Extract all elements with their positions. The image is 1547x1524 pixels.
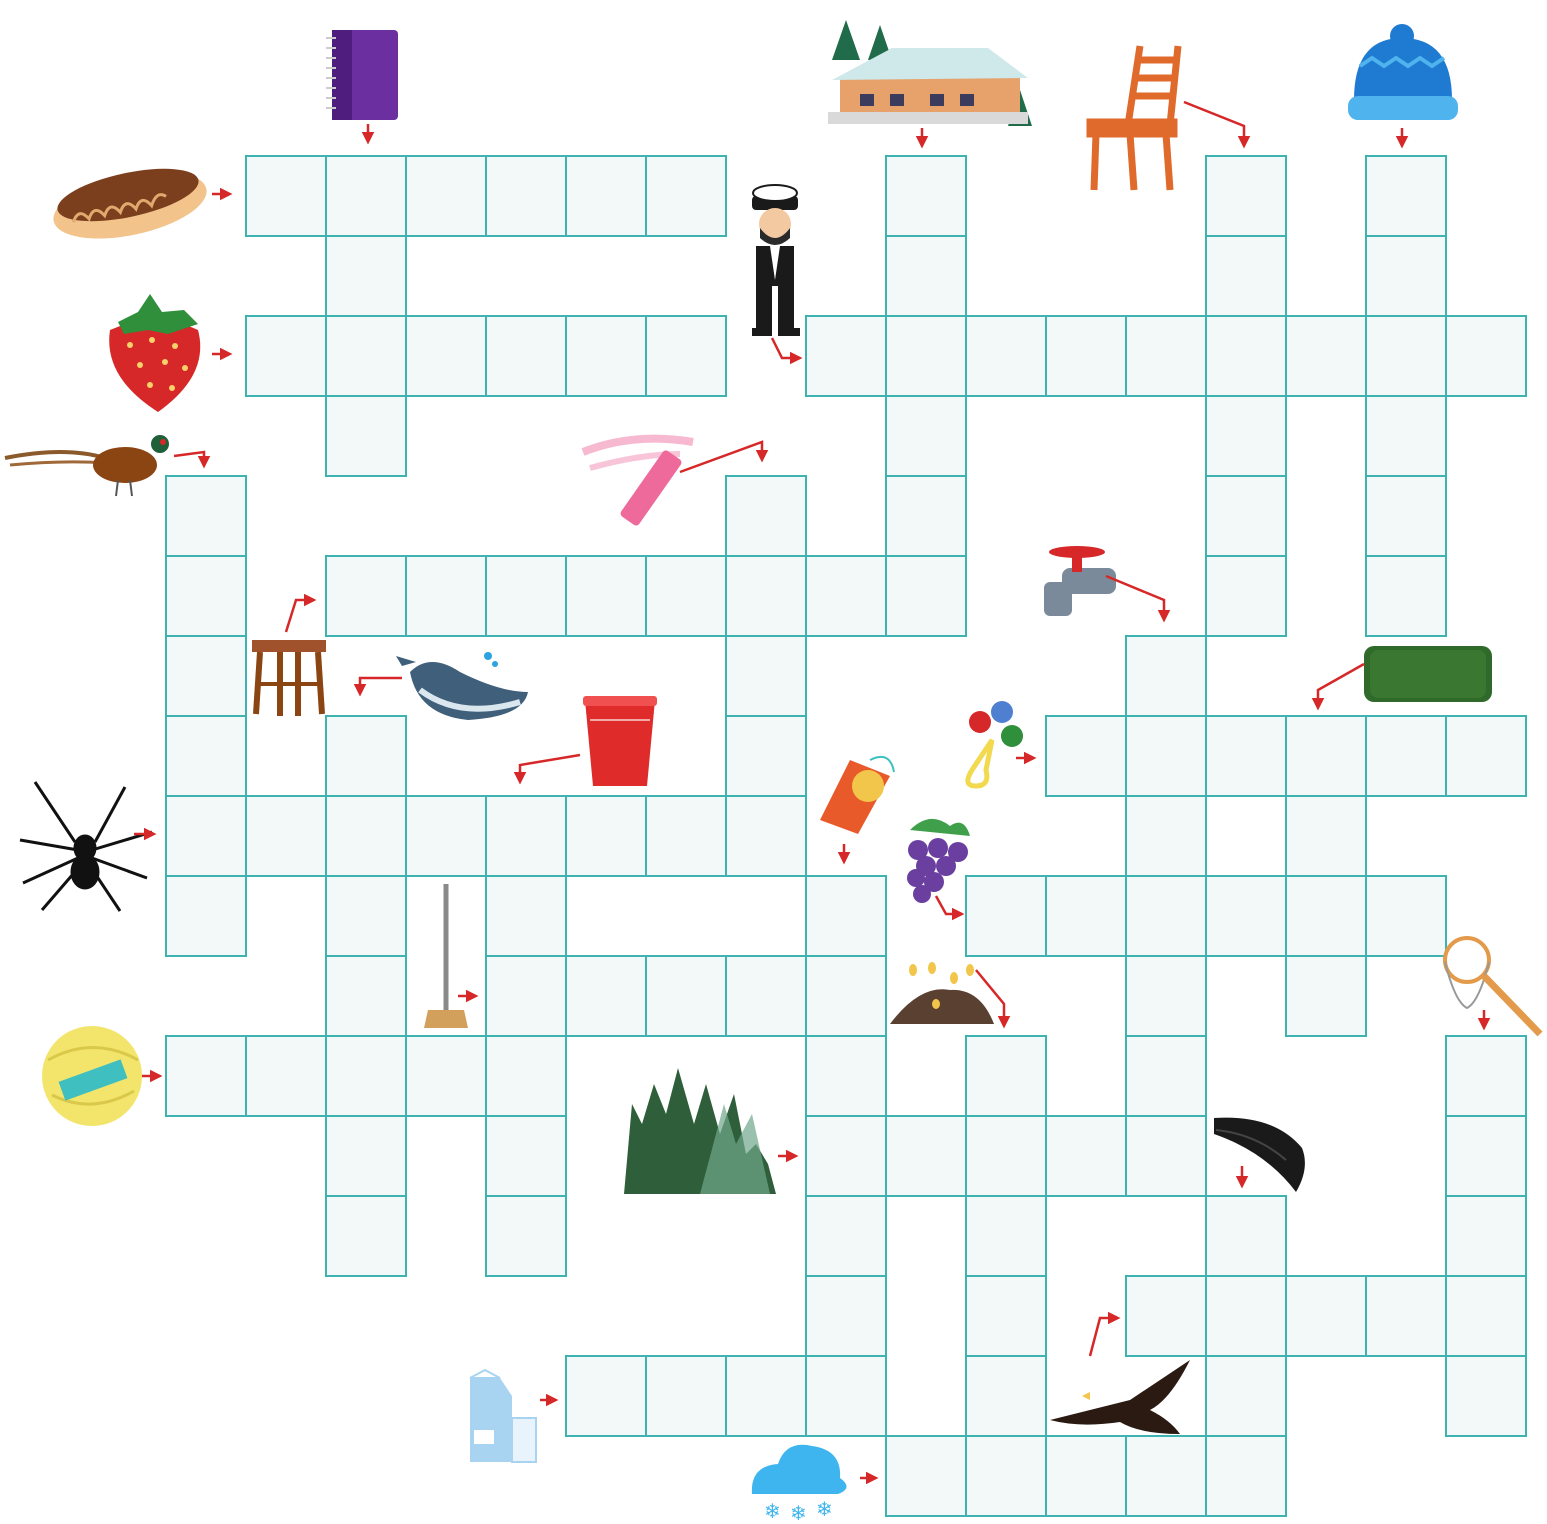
grapes-arrow bbox=[936, 896, 962, 914]
pheasant-arrow bbox=[174, 452, 204, 466]
svg-text:❄: ❄ bbox=[764, 1499, 781, 1523]
eagle-arrow bbox=[1090, 1318, 1118, 1356]
chair-arrow bbox=[1184, 102, 1244, 146]
svg-text:❄: ❄ bbox=[816, 1497, 833, 1521]
seeds-in-soil-arrow bbox=[976, 970, 1004, 1026]
cup-arrow bbox=[520, 755, 580, 782]
stool-arrow bbox=[286, 600, 314, 632]
hedge-arrow bbox=[1318, 664, 1364, 708]
captain-arrow bbox=[772, 338, 800, 358]
whale-arrow bbox=[360, 678, 402, 694]
chalk-arrow bbox=[680, 442, 762, 472]
svg-text:❄: ❄ bbox=[790, 1501, 807, 1524]
tap-arrow bbox=[1106, 576, 1164, 620]
